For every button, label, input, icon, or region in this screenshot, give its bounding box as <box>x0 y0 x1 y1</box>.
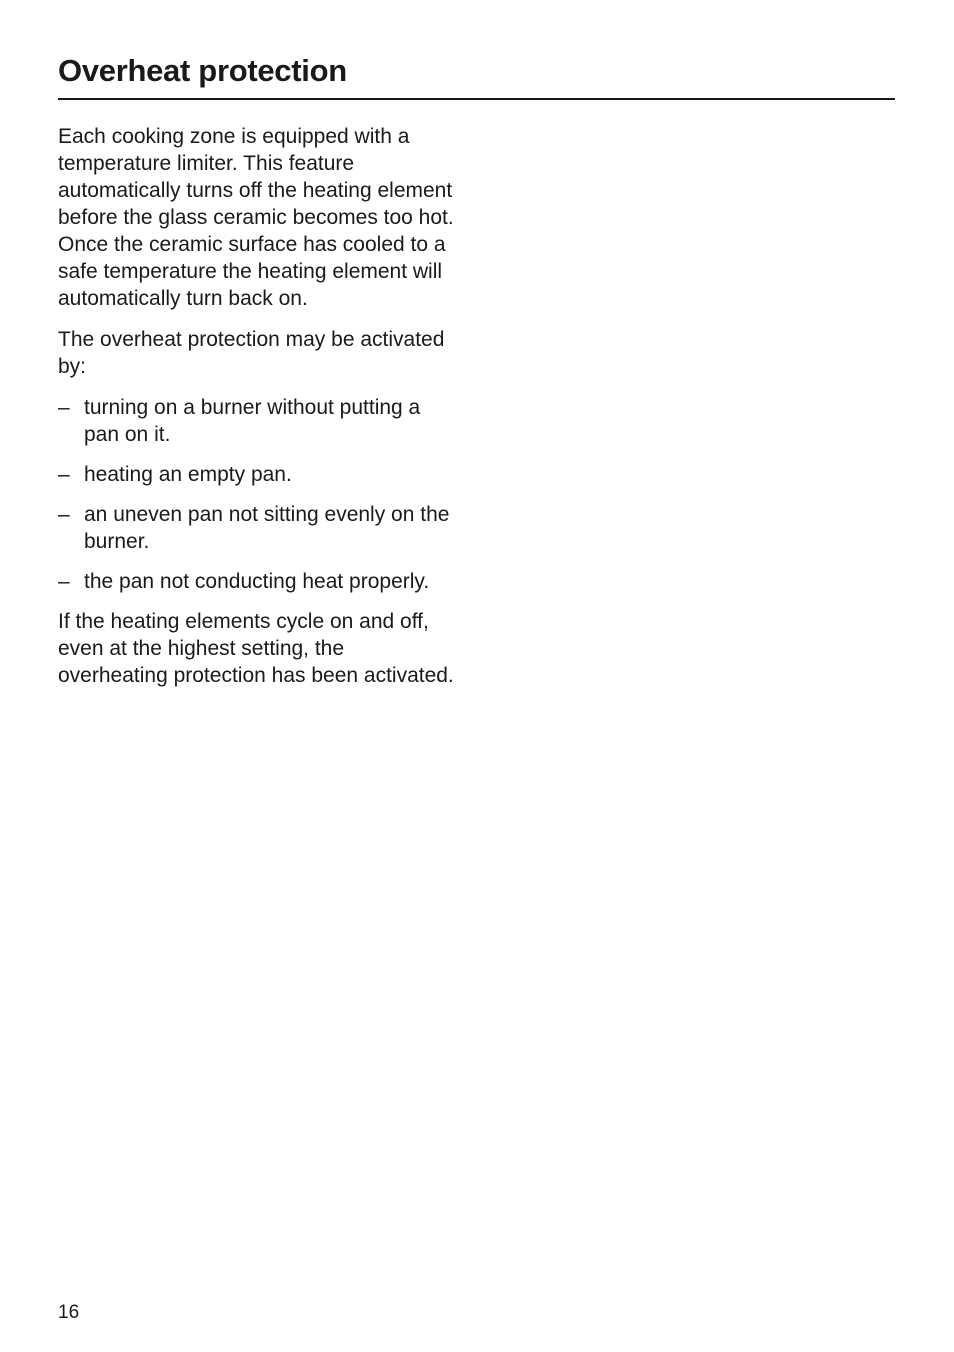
list-item <box>58 501 458 555</box>
list-item-text: an uneven pan not sitting evenly on the burner. <box>84 503 450 553</box>
list-item-text: heating an empty pan. <box>84 463 292 486</box>
page-number: 16 <box>58 1302 80 1323</box>
causes-list <box>58 394 458 595</box>
list-item <box>58 568 458 595</box>
title-divider <box>58 98 895 100</box>
list-item-text: turning on a burner without putting a pan on it. <box>84 396 421 446</box>
conclusion-paragraph: If the heating elements cycle on and off, even at the highest setting, the overheating protection has been activated. <box>58 610 454 687</box>
list-item-text: the pan not conducting heat properly. <box>84 570 430 593</box>
dash-bullet: – <box>58 570 70 593</box>
dash-bullet: – <box>58 503 70 526</box>
page-title: Overheat protection <box>58 53 347 88</box>
intro-paragraph: Each cooking zone is equipped with a temperature limiter. This feature automatically turns off the heating element before the glass ceramic becomes too hot. Once the ceramic surface has cooled to a safe temperature the heating element will automatically turn back on. <box>58 125 454 310</box>
list-item <box>58 461 458 488</box>
lead-in-paragraph: The overheat protection may be activated by: <box>58 328 445 378</box>
main-content <box>58 123 458 703</box>
dash-bullet: – <box>58 463 70 486</box>
list-item <box>58 394 458 448</box>
dash-bullet: – <box>58 396 70 419</box>
